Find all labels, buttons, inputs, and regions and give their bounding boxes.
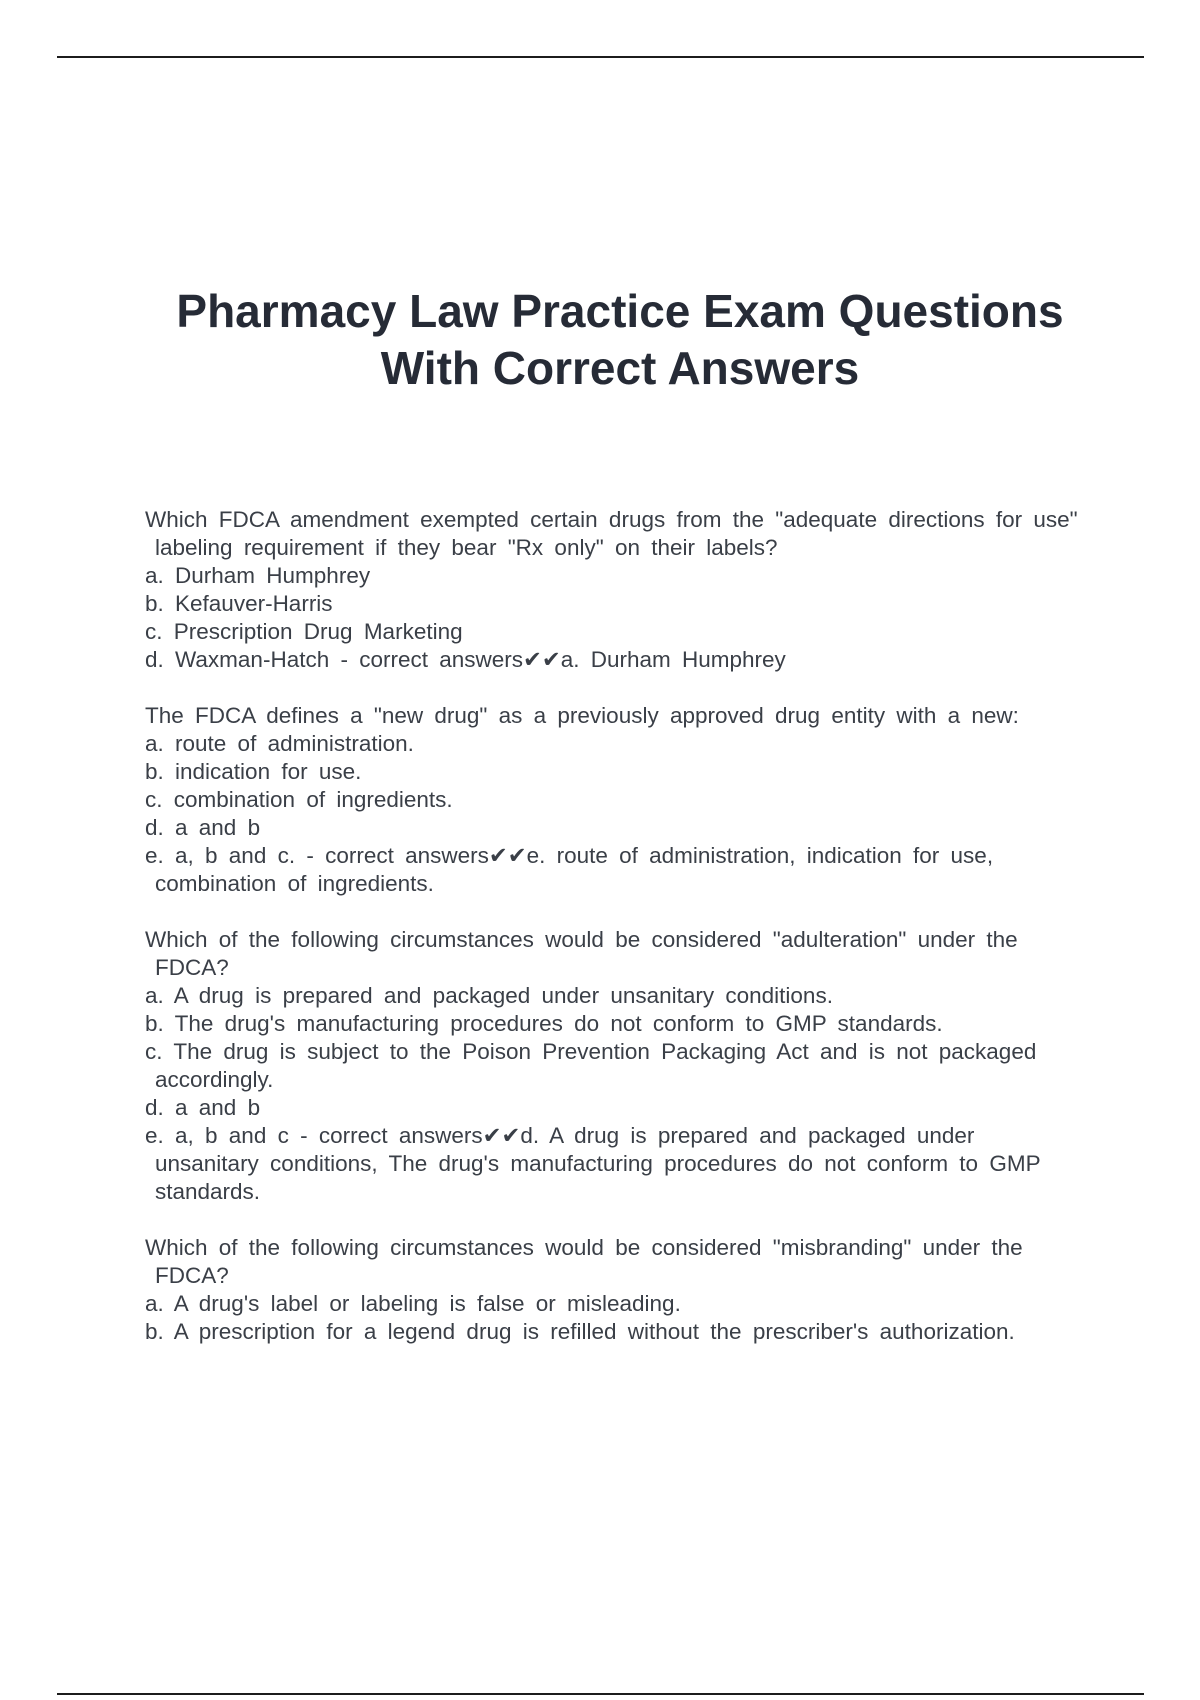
answer-option: b. indication for use. bbox=[145, 759, 362, 784]
title-line-2: With Correct Answers bbox=[380, 342, 860, 394]
top-rule bbox=[57, 56, 1144, 58]
title-line-1: Pharmacy Law Practice Exam Questions bbox=[176, 285, 1064, 337]
answer-option: d. Waxman-Hatch - correct answers✔✔a. Durham Humphrey bbox=[145, 647, 786, 672]
answer-option: b. A prescription for a legend drug is refilled without the prescriber's authorization. bbox=[145, 1319, 1015, 1344]
answer-option: c. Prescription Drug Marketing bbox=[145, 619, 463, 644]
question-block-2 bbox=[145, 702, 1085, 898]
answer-option: a. route of administration. bbox=[145, 731, 414, 756]
answer-option: b. Kefauver-Harris bbox=[145, 591, 333, 616]
answer-option: a. A drug's label or labeling is false or misleading. bbox=[145, 1291, 681, 1316]
question-text: The FDCA defines a "new drug" as a previously approved drug entity with a new: bbox=[145, 703, 1019, 728]
answer-option: e. a, b and c - correct answers✔✔d. A drug is prepared and packaged under unsanitary conditions, The drug's manufacturing procedures do not conform to GMP standards. bbox=[145, 1123, 1041, 1204]
answer-option: c. The drug is subject to the Poison Prevention Packaging Act and is not packaged accordingly. bbox=[145, 1039, 1037, 1092]
answer-option: d. a and b bbox=[145, 1095, 261, 1120]
answer-option: e. a, b and c. - correct answers✔✔e. route of administration, indication for use, combination of ingredients. bbox=[145, 843, 994, 896]
answer-option: d. a and b bbox=[145, 815, 261, 840]
question-text: Which of the following circumstances would be considered "misbranding" under the FDCA? bbox=[145, 1235, 1023, 1288]
answer-option: a. Durham Humphrey bbox=[145, 563, 371, 588]
answer-option: c. combination of ingredients. bbox=[145, 787, 453, 812]
answer-option: a. A drug is prepared and packaged under unsanitary conditions. bbox=[145, 983, 833, 1008]
question-list bbox=[145, 506, 1085, 1374]
question-block-3 bbox=[145, 926, 1085, 1206]
question-block-1 bbox=[145, 506, 1085, 674]
answer-option: b. The drug's manufacturing procedures do not conform to GMP standards. bbox=[145, 1011, 943, 1036]
question-block-4 bbox=[145, 1234, 1085, 1346]
bottom-rule bbox=[57, 1693, 1144, 1695]
question-text: Which of the following circumstances would be considered "adulteration" under the FDCA? bbox=[145, 927, 1018, 980]
document-title bbox=[100, 283, 1140, 397]
question-text: Which FDCA amendment exempted certain drugs from the "adequate directions for use" labeling requirement if they bear "Rx only" on their labels? bbox=[145, 507, 1078, 560]
